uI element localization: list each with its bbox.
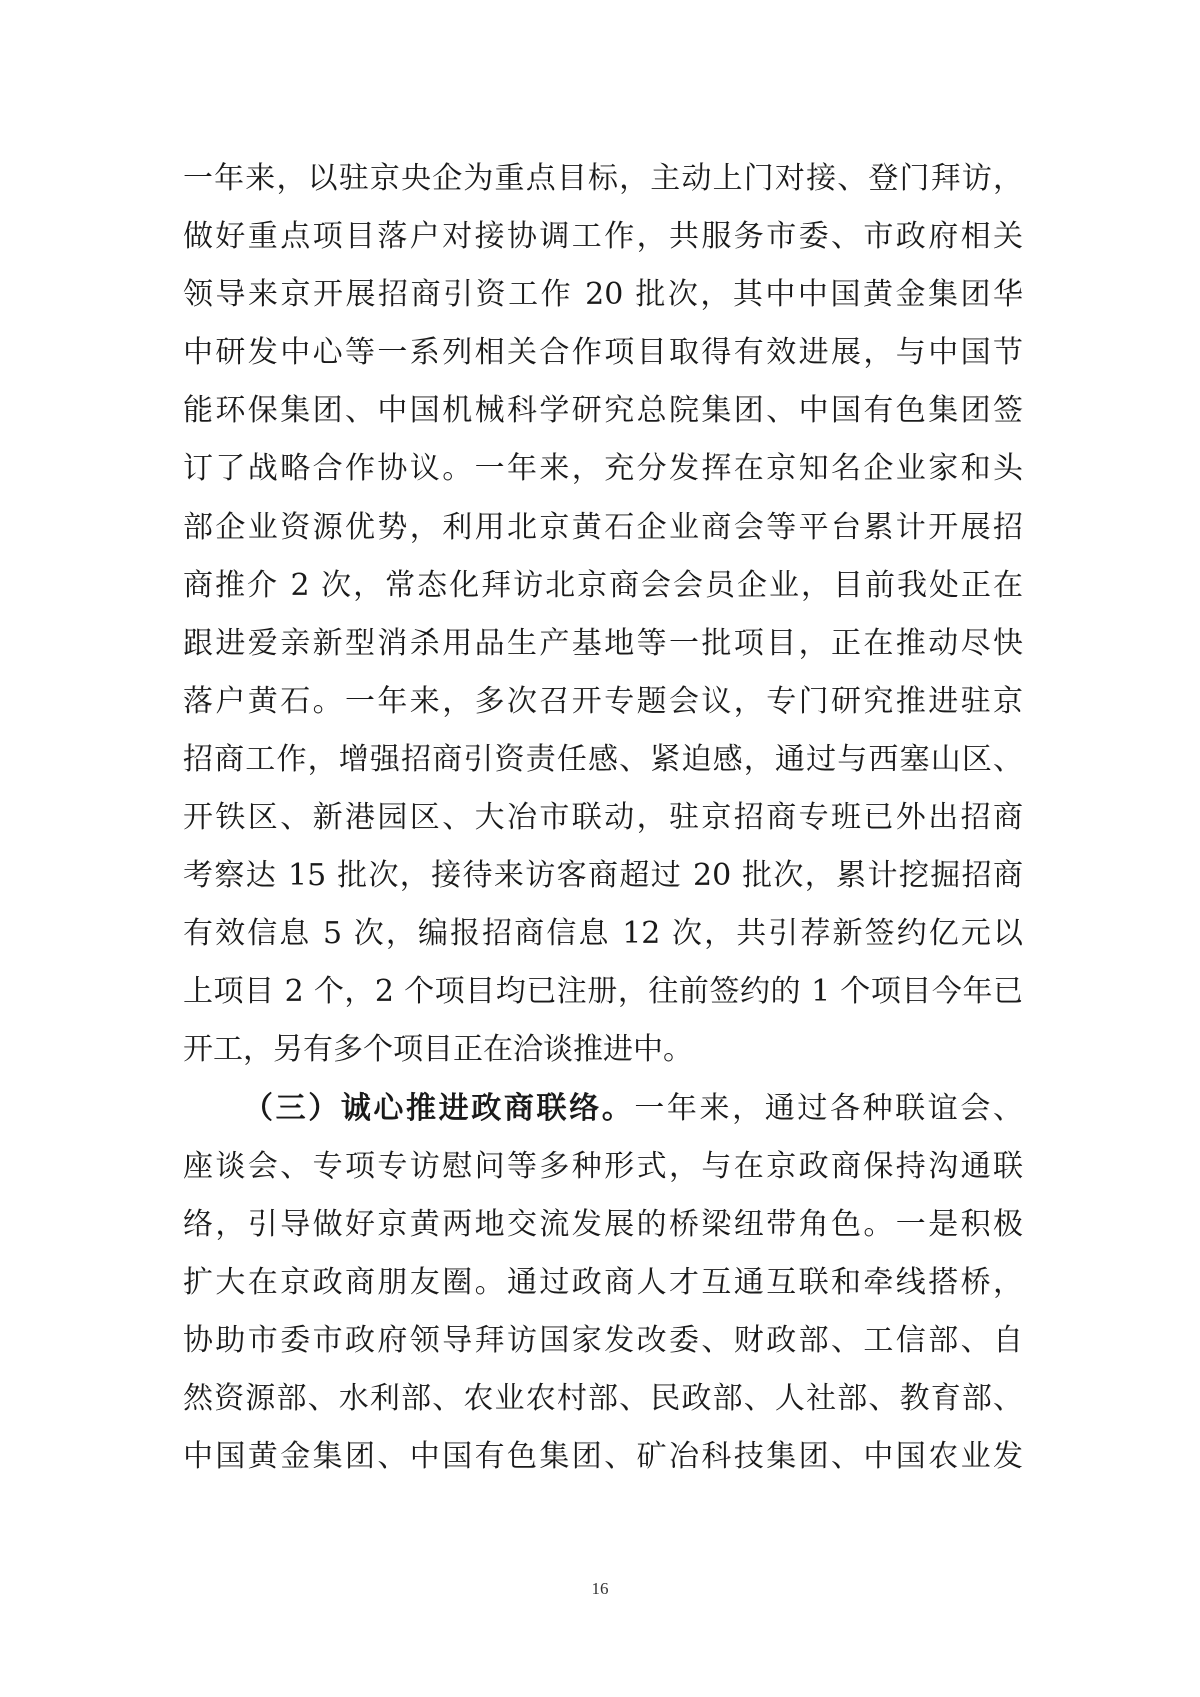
text-line: 络，引导做好京黄两地交流发展的桥梁纽带角色。一是积极: [183, 1206, 1023, 1242]
text-line: 做好重点项目落户对接协调工作，共服务市委、市政府相关: [183, 219, 1023, 255]
text-line: 中国黄金集团、中国有色集团、矿冶科技集团、中国农业发: [183, 1439, 1023, 1475]
text-line: 考察达 15 批次，接待来访客商超过 20 批次，累计挖掘招商: [183, 858, 1023, 894]
text-line: 商推介 2 次，常态化拜访北京商会会员企业，目前我处正在: [183, 567, 1023, 603]
section-heading-line: [183, 1080, 1023, 1138]
text-line: 领导来京开展招商引资工作 20 批次，其中中国黄金集团华: [183, 277, 1023, 313]
text-line: 跟进爱亲新型消杀用品生产基地等一批项目，正在推动尽快: [183, 625, 1023, 661]
paragraph-2: [183, 1080, 1023, 1487]
paragraph-1: [183, 150, 1023, 1080]
text-line: 落户黄石。一年来，多次召开专题会议，专门研究推进驻京: [183, 683, 1023, 719]
text-line: 协助市委市政府领导拜访国家发改委、财政部、工信部、自: [183, 1322, 1023, 1358]
text-line: 扩大在京政商朋友圈。通过政商人才互通互联和牵线搭桥，: [183, 1264, 1023, 1300]
text-line: 开工，另有多个项目正在洽谈推进中。: [183, 1032, 693, 1068]
text-line: 订了战略合作协议。一年来，充分发挥在京知名企业家和头: [183, 451, 1023, 487]
text-line: 一年来，以驻京央企为重点目标，主动上门对接、登门拜访，: [183, 161, 1023, 196]
text-line: 座谈会、专项专访慰问等多种形式，与在京政商保持沟通联: [183, 1148, 1023, 1184]
text-line: 中研发中心等一系列相关合作项目取得有效进展，与中国节: [183, 335, 1023, 371]
text-line: 招商工作，增强招商引资责任感、紧迫感，通过与西塞山区、: [183, 741, 1023, 777]
body-text: [183, 150, 1023, 1486]
text-line: 有效信息 5 次，编报招商信息 12 次，共引荐新签约亿元以: [183, 916, 1023, 952]
page-number: 16: [591, 1579, 609, 1598]
text-line: 部企业资源优势，利用北京黄石企业商会等平台累计开展招: [183, 509, 1023, 545]
text-line: 上项目 2 个，2 个项目均已注册，往前签约的 1 个项目今年已: [183, 974, 1023, 1010]
section-heading: （三）诚心推进政商联络。: [243, 1090, 635, 1126]
text-line: 开铁区、新港园区、大冶市联动，驻京招商专班已外出招商: [183, 800, 1023, 836]
text-line: 然资源部、水利部、农业农村部、民政部、人社部、教育部、: [183, 1380, 1023, 1416]
text-line-rest: 一年来，通过各种联谊会、: [634, 1090, 1024, 1126]
text-line: 能环保集团、中国机械科学研究总院集团、中国有色集团签: [183, 393, 1023, 429]
